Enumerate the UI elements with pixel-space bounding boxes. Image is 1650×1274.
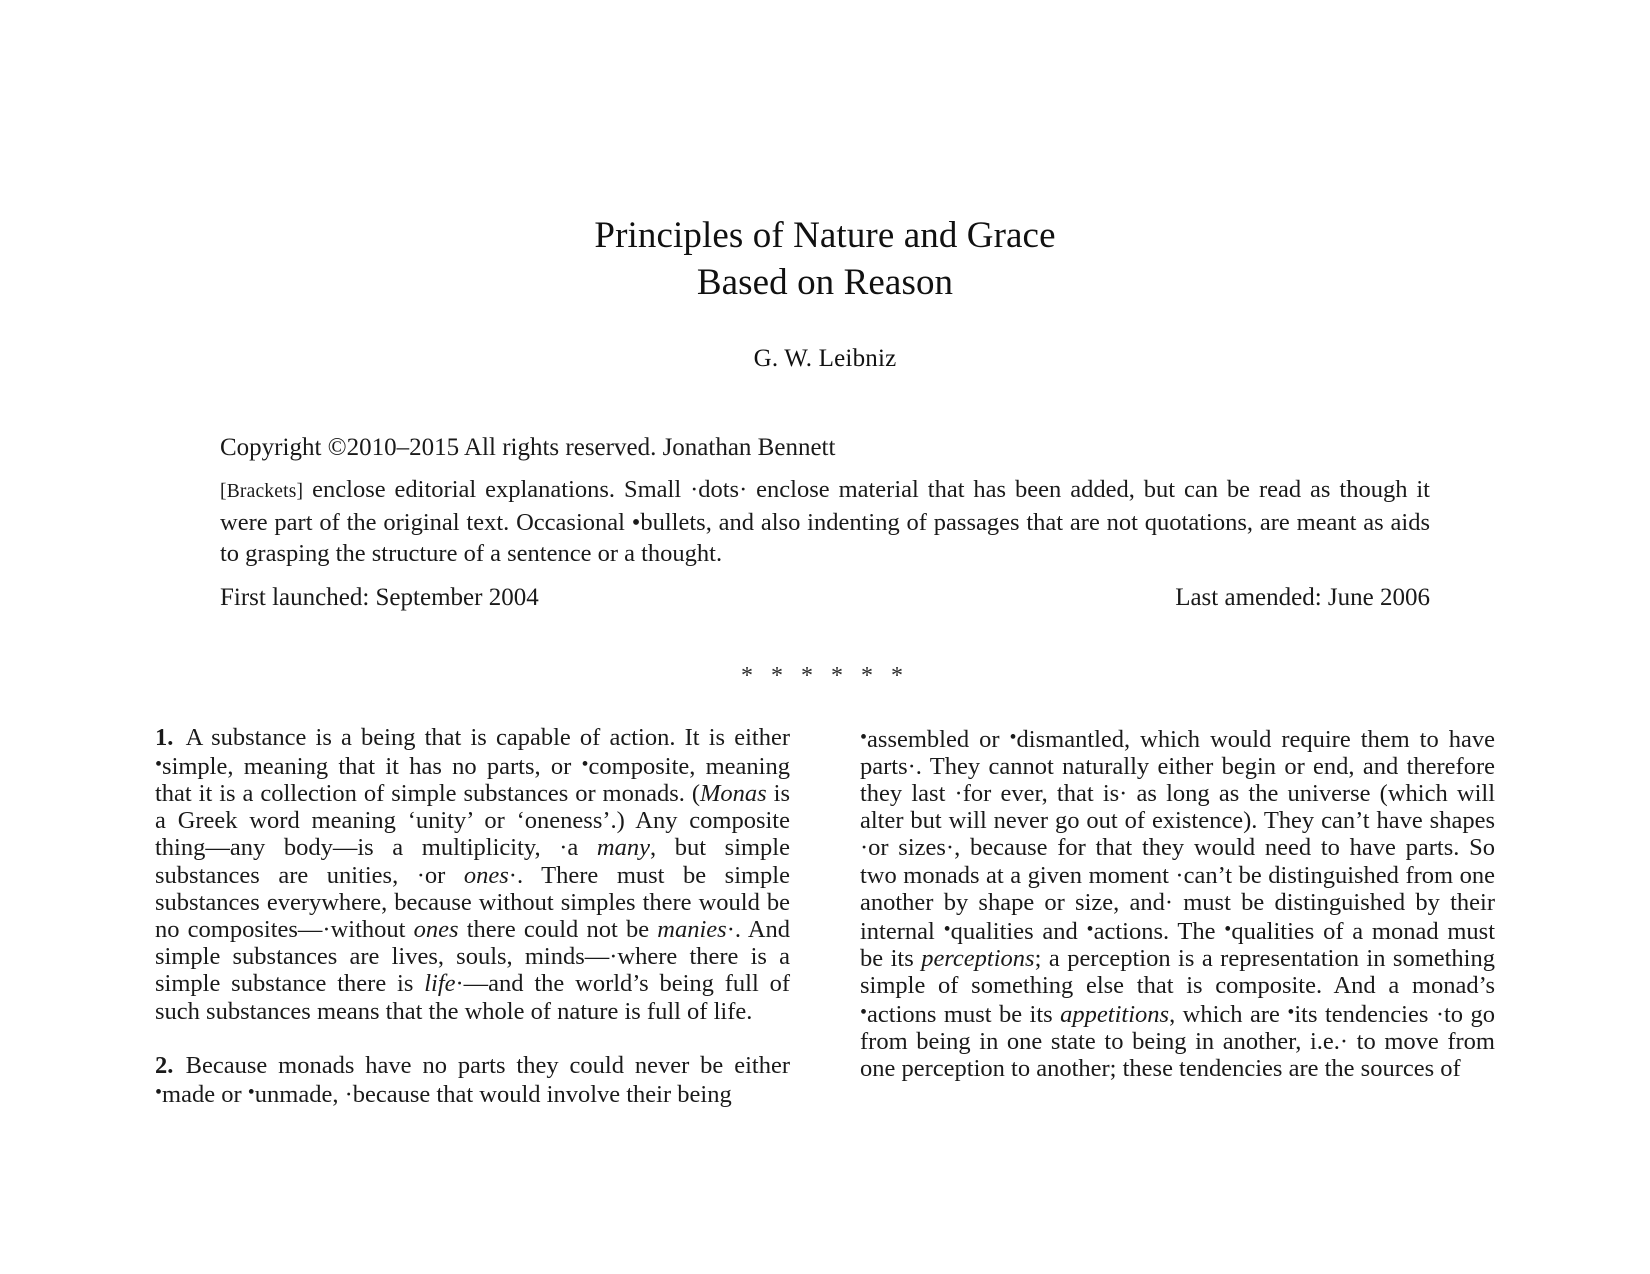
editorial-conventions-note <box>220 474 1430 569</box>
text-run: ·. And simple substances are lives, souls, minds—·where there is a simple substance there is <box>155 916 791 998</box>
text-run: Because monads have no parts they could never be either <box>185 1051 790 1079</box>
text-run: qualities and <box>950 917 1087 945</box>
emphasised-term: ones <box>413 916 459 944</box>
copyright-line: Copyright ©2010–2015 All rights reserved. Jonathan Bennett <box>220 434 836 461</box>
text-run: ·. There must be simple substances everywhere, because without simples there would be no composites—·without <box>155 861 790 944</box>
text-run: dismantled, which would require them to have parts·. They cannot naturally either begin or end, and therefore they last ·for ever, that is· as long as the universe (which will alter but will never go out of existence). They can’t have shapes ·or sizes·, because for that they would need to have parts. So two monads at a given moment ·can’t be distinguished from one another by shape or size, and· must be distinguished by their internal <box>860 725 1495 945</box>
text-run: actions must be its <box>867 1000 1061 1028</box>
date-line <box>220 582 1430 614</box>
right-column <box>860 724 1495 1082</box>
section-2-text-left <box>155 1052 790 1108</box>
editorial-conventions-text: enclose editorial explanations. Small ·dots· enclose material that has been added, but can be read as though it were part of the original text. Occasional •bullets, and also indenting of passages that are not quotations, are meant as aids to grasping the structure of a sentence or a thought. <box>220 476 1430 567</box>
emphasised-term: ones <box>463 861 509 889</box>
text-run: ; a perception is a representation in something simple of something else that is composite. And a monad’s <box>860 944 1495 1000</box>
section-number-1: 1. <box>155 724 174 751</box>
text-run: there could not be <box>458 916 658 944</box>
emphasised-term: manies <box>657 916 727 944</box>
text-run: qualities of a monad must be its <box>860 917 1495 972</box>
section-1-text <box>155 724 790 1025</box>
text-run: , but simple substances are unities, ·or <box>155 834 790 889</box>
document-author: G. W. Leibniz <box>753 345 897 372</box>
emphasised-term: Monas <box>700 780 767 808</box>
title-block <box>0 0 1650 374</box>
section-2-paragraph-right <box>860 724 1495 1082</box>
emphasised-term: many <box>596 834 650 862</box>
copyright-notice-block <box>220 374 1430 614</box>
page-title-line-2: Based on Reason <box>696 262 954 303</box>
bullet-marker: • <box>247 1081 255 1104</box>
bullet-marker: • <box>581 753 589 776</box>
section-2-text-right <box>860 726 1495 1083</box>
brackets-label: [Brackets] <box>220 481 304 502</box>
last-amended-date: Last amended: June 2006 <box>1175 584 1430 611</box>
two-column-body <box>155 688 1495 1108</box>
emphasised-term: appetitions <box>1060 1000 1170 1028</box>
bullet-marker: • <box>1086 918 1094 941</box>
asterisk-separator: * * * * * * <box>741 663 909 689</box>
text-run: ·—and the world’s being full of such substances means that the whole of nature is full of life. <box>155 970 791 1025</box>
section-1-paragraph <box>155 724 790 1025</box>
page-title-line-1: Principles of Nature and Grace <box>594 215 1056 256</box>
section-2-paragraph-left <box>155 1052 790 1108</box>
emphasised-term: life <box>424 970 456 998</box>
text-run: made or <box>162 1080 248 1108</box>
bullet-marker: • <box>1009 726 1017 748</box>
bullet-marker: • <box>155 753 163 776</box>
bullet-marker: • <box>860 726 868 748</box>
left-column <box>155 724 790 1108</box>
bullet-marker: • <box>943 918 951 941</box>
text-run: composite, meaning that it is a collection of simple substances or monads. ( <box>155 752 790 808</box>
text-run: actions. The <box>1093 917 1225 945</box>
text-run: assembled or <box>867 725 1010 753</box>
text-run: , which are <box>1169 1000 1288 1028</box>
text-run: is a Greek word meaning ‘unity’ or ‘oneness’.) Any composite thing—any body—is a multiplicity, ·a <box>155 780 791 862</box>
text-run: unmade, ·because that would involve their being <box>254 1080 732 1108</box>
text-run: simple, meaning that it has no parts, or <box>162 752 582 780</box>
section-number-2: 2. <box>155 1051 174 1079</box>
emphasised-term: perceptions <box>921 944 1035 972</box>
bullet-marker: • <box>860 1001 868 1024</box>
bullet-marker: • <box>1287 1001 1295 1024</box>
text-run: its tendencies ·to go from being in one state to being in another, i.e.· to move from one perception to another; these tendencies are the sources of <box>860 1000 1495 1083</box>
text-run: A substance is a being that is capable of action. It is either <box>185 724 790 751</box>
bullet-marker: • <box>155 1081 163 1104</box>
bullet-marker: • <box>1224 918 1232 941</box>
first-launched-date: First launched: September 2004 <box>220 584 539 611</box>
